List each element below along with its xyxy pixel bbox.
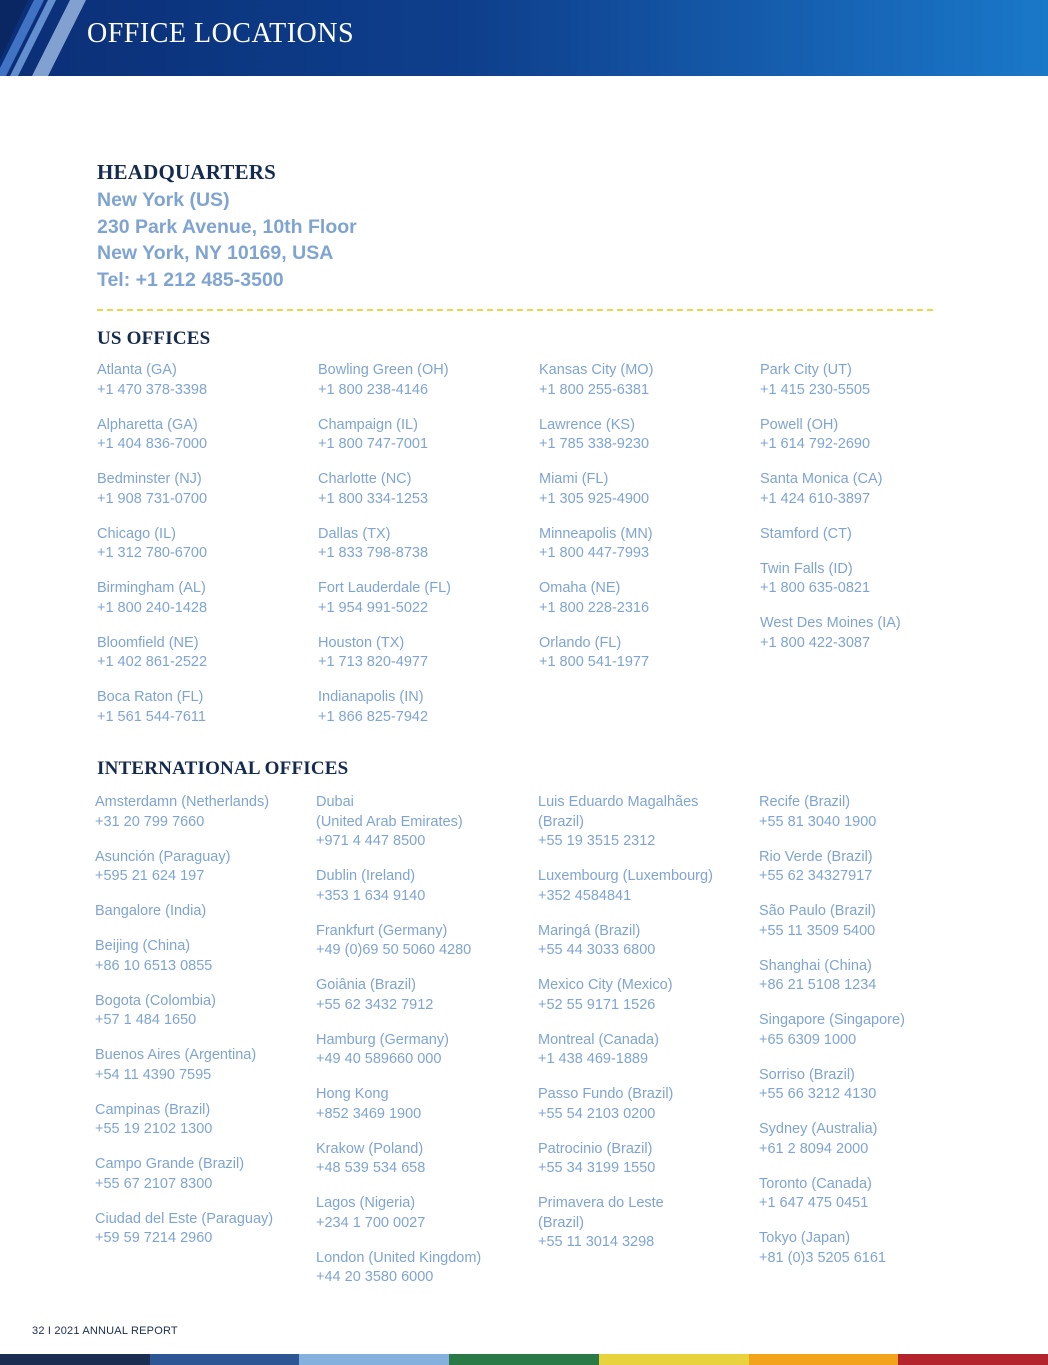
office-phone: +1 713 820-4977 [318, 654, 429, 670]
office-phone: +55 54 2103 0200 [538, 1105, 656, 1122]
us-offices-column [318, 361, 533, 743]
color-bar-segment [749, 1354, 899, 1365]
office-phone: +1 470 378-3398 [97, 381, 208, 398]
office-entry [539, 634, 754, 673]
office-location: Campo Grande (Brazil) [95, 1156, 245, 1172]
office-entry [318, 470, 533, 509]
office-location: Hamburg (Germany) [316, 1031, 449, 1048]
office-phone: +86 21 5108 1234 [759, 977, 877, 993]
office-phone: +52 55 9171 1526 [538, 996, 656, 1013]
office-entry [760, 525, 975, 545]
office-phone: +1 438 469-1889 [538, 1051, 649, 1067]
office-entry [95, 848, 310, 887]
office-entry [759, 1011, 974, 1050]
color-bar-segment [150, 1354, 300, 1365]
office-phone: +1 402 861-2522 [97, 654, 208, 670]
office-phone: +55 62 3432 7912 [316, 996, 434, 1013]
office-phone: +55 19 2102 1300 [95, 1121, 213, 1137]
office-location: Powell (OH) [760, 416, 839, 433]
office-location: Bangalore (India) [95, 903, 207, 919]
office-phone: +1 561 544-7611 [97, 708, 206, 725]
office-phone: +54 11 4390 7595 [95, 1066, 212, 1083]
office-phone: +55 66 3212 4130 [759, 1086, 877, 1102]
office-location: Passo Fundo (Brazil) [538, 1086, 674, 1102]
office-location: Bloomfield (NE) [97, 634, 199, 651]
office-location: Hong Kong [316, 1086, 389, 1102]
office-phone: +49 40 589660 000 [316, 1051, 442, 1067]
office-location: Miami (FL) [539, 471, 609, 487]
office-location: Luxembourg (Luxembourg) [538, 868, 713, 884]
international-offices-column [316, 793, 531, 1303]
color-bar-segment [0, 1354, 150, 1365]
office-location: Frankfurt (Germany) [316, 922, 448, 939]
office-entry [759, 793, 974, 832]
us-offices-column [539, 361, 754, 688]
hq-phone: Tel: +1 212 485-3500 [97, 268, 284, 291]
office-phone: +1 800 747-7001 [318, 436, 429, 452]
bottom-color-bar [0, 1354, 1048, 1365]
office-location: Twin Falls (ID) [760, 560, 853, 577]
office-phone: +1 866 825-7942 [318, 708, 429, 725]
international-offices-column [538, 793, 753, 1268]
us-offices-column [760, 361, 975, 669]
office-phone: +1 404 836-7000 [97, 436, 208, 452]
office-phone: +81 (0)3 5205 6161 [759, 1249, 886, 1266]
office-location: Bogota (Colombia) [95, 992, 216, 1009]
office-entry [95, 902, 310, 922]
office-phone: +55 62 34327917 [759, 868, 873, 884]
office-entry [760, 416, 975, 455]
office-phone: +59 59 7214 2960 [95, 1230, 213, 1246]
office-location: Birmingham (AL) [97, 580, 206, 596]
headquarters-heading: HEADQUARTERS [97, 160, 277, 184]
office-phone: +49 (0)69 50 5060 4280 [316, 942, 472, 958]
office-location: Shanghai (China) [759, 957, 872, 974]
office-entry [318, 361, 533, 400]
office-phone: +1 312 780-6700 [97, 545, 208, 561]
office-location: Amsterdamn (Netherlands) [95, 794, 270, 810]
office-location: (Brazil) [538, 813, 584, 830]
office-phone: +1 908 731-0700 [97, 490, 208, 507]
office-location: (Brazil) [538, 1214, 584, 1231]
office-phone: +595 21 624 197 [95, 868, 205, 884]
office-entry [316, 1249, 531, 1288]
office-phone: +55 34 3199 1550 [538, 1160, 656, 1176]
office-phone: +1 647 475 0451 [759, 1195, 869, 1211]
office-location: Mexico City (Mexico) [538, 977, 673, 993]
office-entry [759, 902, 974, 941]
office-location: Rio Verde (Brazil) [759, 848, 873, 865]
office-entry [97, 361, 312, 400]
office-entry [539, 579, 754, 618]
office-location: Singapore (Singapore) [759, 1012, 905, 1028]
office-phone: +86 10 6513 0855 [95, 957, 213, 974]
office-phone: +48 539 534 658 [316, 1160, 426, 1176]
office-phone: +55 81 3040 1900 [759, 813, 877, 830]
office-entry [760, 361, 975, 400]
office-location: Bowling Green (OH) [318, 362, 449, 378]
office-entry [539, 525, 754, 564]
office-entry [316, 1140, 531, 1179]
hq-city: New York (US) [97, 189, 230, 211]
office-phone: +1 614 792-2690 [760, 436, 871, 452]
office-phone: +1 800 541-1977 [539, 654, 650, 670]
international-offices-heading: INTERNATIONAL OFFICES [97, 758, 349, 779]
color-bar-segment [898, 1354, 1048, 1365]
office-phone: +1 954 991-5022 [318, 599, 429, 616]
office-phone: +1 800 255-6381 [539, 381, 650, 398]
office-entry [97, 579, 312, 618]
office-entry [759, 1066, 974, 1105]
office-phone: +1 800 334-1253 [318, 490, 429, 507]
office-location: Montreal (Canada) [538, 1031, 659, 1048]
office-location: Goiânia (Brazil) [316, 977, 416, 993]
office-location: Dallas (TX) [318, 525, 391, 542]
office-entry [316, 1085, 531, 1124]
office-entry [760, 470, 975, 509]
page-banner [0, 0, 1048, 76]
color-bar-segment [599, 1354, 749, 1365]
office-location: Dubai [316, 794, 354, 810]
office-phone: +1 305 925-4900 [539, 490, 650, 507]
office-entry [95, 1155, 310, 1194]
office-phone: +1 785 338-9230 [539, 436, 650, 452]
office-entry [318, 525, 533, 564]
office-location: Santa Monica (CA) [760, 471, 883, 487]
office-entry [538, 1031, 753, 1070]
office-phone: +55 11 3014 3298 [538, 1234, 655, 1250]
office-entry [539, 361, 754, 400]
office-location: Stamford (CT) [760, 525, 852, 542]
office-location: Ciudad del Este (Paraguay) [95, 1210, 274, 1227]
office-entry [318, 579, 533, 618]
office-location: Patrocinio (Brazil) [538, 1140, 653, 1157]
us-offices-heading: US OFFICES [97, 328, 211, 349]
office-entry [759, 848, 974, 887]
office-entry [539, 470, 754, 509]
office-phone: +65 6309 1000 [759, 1031, 857, 1048]
office-entry [97, 470, 312, 509]
office-entry [95, 1101, 310, 1140]
color-bar-segment [299, 1354, 449, 1365]
office-entry [318, 416, 533, 455]
office-phone: +1 800 238-4146 [318, 381, 429, 398]
office-phone: +353 1 634 9140 [316, 887, 426, 904]
office-location: (United Arab Emirates) [316, 813, 463, 830]
office-location: Asunción (Paraguay) [95, 848, 231, 865]
office-location: Primavera do Leste [538, 1195, 664, 1211]
section-divider [97, 309, 933, 311]
office-location: Recife (Brazil) [759, 794, 851, 810]
office-entry [97, 688, 312, 727]
headquarters-section [97, 160, 357, 293]
office-location: Buenos Aires (Argentina) [95, 1047, 257, 1063]
office-entry [316, 1194, 531, 1233]
office-location: Lagos (Nigeria) [316, 1195, 416, 1211]
office-entry [95, 1046, 310, 1085]
office-entry [97, 634, 312, 673]
office-location: Bedminster (NJ) [97, 471, 202, 487]
office-location: Maringá (Brazil) [538, 922, 641, 939]
office-location: Charlotte (NC) [318, 471, 412, 487]
office-entry [759, 1120, 974, 1159]
office-entry [538, 1085, 753, 1124]
office-phone: +31 20 799 7660 [95, 813, 205, 830]
office-phone: +1 800 447-7993 [539, 545, 650, 561]
office-location: Kansas City (MO) [539, 362, 654, 378]
office-entry [538, 867, 753, 906]
office-location: Atlanta (GA) [97, 362, 177, 378]
office-entry [95, 793, 310, 832]
office-location: Boca Raton (FL) [97, 689, 204, 705]
office-location: Dublin (Ireland) [316, 868, 416, 884]
office-entry [316, 1031, 531, 1070]
office-entry [759, 957, 974, 996]
office-location: Indianapolis (IN) [318, 689, 424, 705]
office-location: Lawrence (KS) [539, 416, 635, 433]
office-phone: +1 800 228-2316 [539, 599, 650, 616]
office-entry [97, 525, 312, 564]
office-location: Beijing (China) [95, 938, 191, 954]
office-phone: +61 2 8094 2000 [759, 1140, 869, 1157]
office-location: Omaha (NE) [539, 580, 621, 596]
page-footer: 32 I 2021 ANNUAL REPORT [32, 1325, 178, 1337]
office-location: Fort Lauderdale (FL) [318, 580, 451, 596]
office-phone: +55 67 2107 8300 [95, 1175, 213, 1192]
office-entry [318, 634, 533, 673]
office-location: Orlando (FL) [539, 634, 622, 651]
office-location: São Paulo (Brazil) [759, 903, 876, 919]
office-entry [759, 1175, 974, 1214]
office-entry [759, 1229, 974, 1268]
office-entry [760, 560, 975, 599]
office-entry [539, 416, 754, 455]
office-entry [538, 1140, 753, 1179]
office-phone: +1 415 230-5505 [760, 381, 871, 398]
office-phone: +1 800 422-3087 [760, 634, 871, 651]
office-entry [538, 922, 753, 961]
office-phone: +57 1 484 1650 [95, 1012, 197, 1028]
office-entry [316, 922, 531, 961]
office-location: West Des Moines (IA) [760, 615, 901, 631]
office-phone: +352 4584841 [538, 887, 632, 904]
us-offices-column [97, 361, 312, 743]
international-offices-column [759, 793, 974, 1284]
office-phone: +1 800 635-0821 [760, 580, 871, 596]
office-entry [318, 688, 533, 727]
office-entry [538, 976, 753, 1015]
office-location: Park City (UT) [760, 362, 852, 378]
office-phone: +1 833 798-8738 [318, 545, 429, 561]
office-location: Alpharetta (GA) [97, 416, 198, 433]
office-location: Krakow (Poland) [316, 1140, 424, 1157]
office-location: Sydney (Australia) [759, 1121, 878, 1137]
office-entry [316, 867, 531, 906]
office-location: Chicago (IL) [97, 525, 176, 542]
office-location: Campinas (Brazil) [95, 1101, 211, 1118]
international-offices-column [95, 793, 310, 1264]
office-entry [95, 1210, 310, 1249]
office-location: London (United Kingdom) [316, 1249, 482, 1266]
office-location: Luis Eduardo Magalhães [538, 794, 699, 810]
page-title: OFFICE LOCATIONS [87, 18, 355, 49]
office-phone: +1 424 610-3897 [760, 490, 871, 507]
office-phone: +1 800 240-1428 [97, 599, 208, 616]
office-phone: +55 44 3033 6800 [538, 942, 656, 958]
office-phone: +852 3469 1900 [316, 1105, 422, 1122]
office-phone: +44 20 3580 6000 [316, 1269, 434, 1285]
office-entry [97, 416, 312, 455]
office-phone: +55 11 3509 5400 [759, 922, 876, 939]
office-entry [538, 1194, 753, 1253]
office-phone: +971 4 447 8500 [316, 833, 426, 849]
office-entry [95, 992, 310, 1031]
office-entry [538, 793, 753, 852]
office-location: Sorriso (Brazil) [759, 1066, 855, 1083]
office-location: Champaign (IL) [318, 416, 418, 433]
office-location: Minneapolis (MN) [539, 525, 653, 542]
office-phone: +234 1 700 0027 [316, 1214, 426, 1231]
office-entry [316, 793, 531, 852]
hq-city-state-zip: New York, NY 10169, USA [97, 242, 334, 264]
office-entry [316, 976, 531, 1015]
office-entry [95, 937, 310, 976]
office-entry [760, 614, 975, 653]
office-location: Toronto (Canada) [759, 1175, 872, 1192]
hq-street: 230 Park Avenue, 10th Floor [97, 215, 357, 238]
office-location: Tokyo (Japan) [759, 1230, 851, 1246]
office-phone: +55 19 3515 2312 [538, 833, 656, 849]
color-bar-segment [449, 1354, 599, 1365]
office-location: Houston (TX) [318, 634, 405, 651]
